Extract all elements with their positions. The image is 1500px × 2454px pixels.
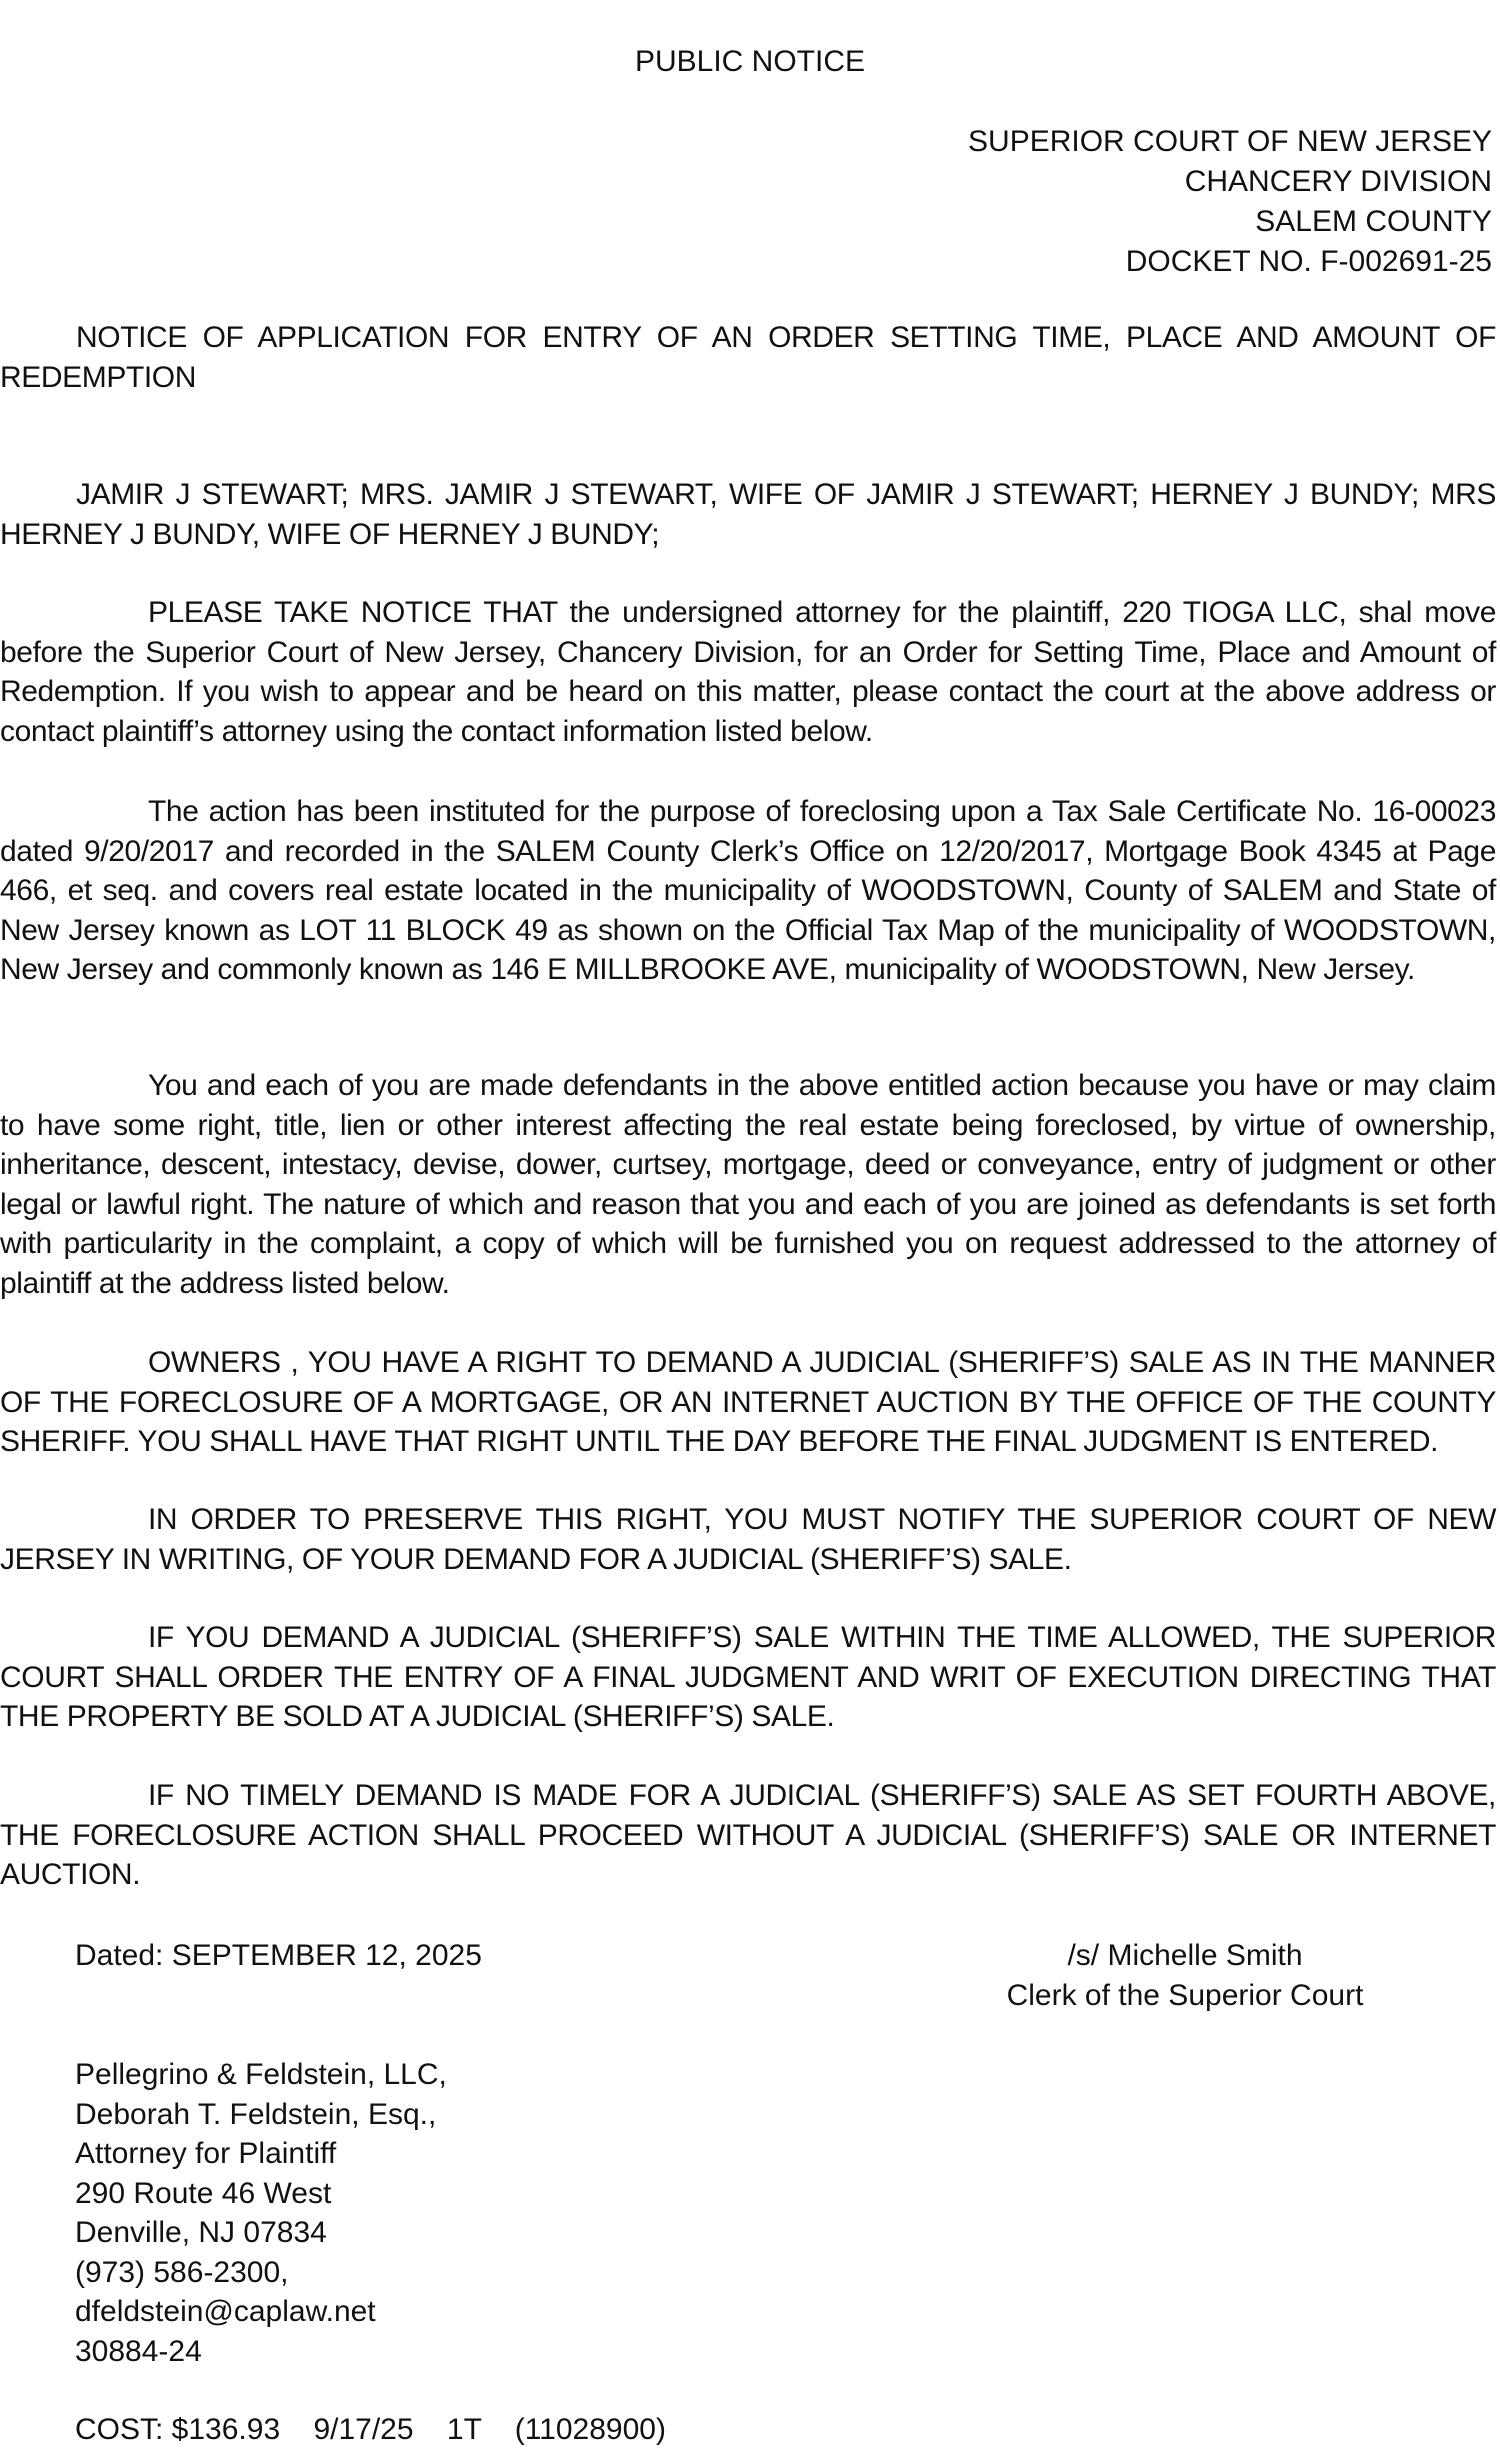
attorney-phone: (973) 586-2300, bbox=[75, 2255, 289, 2289]
court-division: CHANCERY DIVISION bbox=[1184, 165, 1492, 198]
court-caption bbox=[792, 122, 1492, 282]
attorney-email: dfeldstein@caplaw.net bbox=[75, 2295, 376, 2328]
cost-line: COST: $136.93 9/17/25 1T (11028900) bbox=[75, 2413, 666, 2446]
defendants-names: JAMIR J STEWART; MRS. JAMIR J STEWART, WIFE OF JAMIR J STEWART; HERNEY J BUNDY; MRS HERNEY J BUNDY, WIFE OF HERNEY J BUNDY; bbox=[0, 478, 1496, 551]
attorney-name: Deborah T. Feldstein, Esq., bbox=[75, 2097, 437, 2131]
notice-heading: NOTICE OF APPLICATION FOR ENTRY OF AN ORDER SETTING TIME, PLACE AND AMOUNT OF REDEMPTION bbox=[0, 321, 1496, 394]
signature-title: Clerk of the Superior Court bbox=[1006, 1979, 1364, 2012]
dated-line: Dated: SEPTEMBER 12, 2025 bbox=[75, 1939, 482, 1972]
paragraph-please-take-notice: PLEASE TAKE NOTICE THAT the undersigned attorney for the plaintiff, 220 TIOGA LLC, shal move before the Superior Court of New Jersey, Chancery Division, for an Order for Setting Time, Place and Amount of Redemption. If you wish to appear and be heard on this matter, please contact the court at the above address or contact plaintiff’s attorney using the contact information listed below. bbox=[0, 596, 1496, 748]
attorney-firm: Pellegrino & Feldstein, LLC, bbox=[75, 2058, 447, 2091]
court-county: SALEM COUNTY bbox=[1255, 205, 1492, 238]
paragraph-preserve-right: IN ORDER TO PRESERVE THIS RIGHT, YOU MUST NOTIFY THE SUPERIOR COURT OF NEW JERSEY IN WRITING, OF YOUR DEMAND FOR A JUDICIAL (SHERIFF’S) SALE. bbox=[0, 1503, 1496, 1576]
signature-name: /s/ Michelle Smith bbox=[1067, 1939, 1303, 1972]
court-name: SUPERIOR COURT OF NEW JERSEY bbox=[968, 125, 1492, 158]
paragraph-defendants-explained: You and each of you are made defendants in the above entitled action because you have or may claim to have some right, title, lien or other interest affecting the real estate being foreclosed, by virtue of ownership, inheritance, descent, intestacy, devise, dower, curtsey, mortgage, deed or conveyance, entry of judgment or other legal or lawful right. The nature of which and reason that you and each of you are joined as defendants is set forth with particularity in the complaint, a copy of which will be furnished you on request addressed to the attorney of plaintiff at the address listed below. bbox=[0, 1069, 1496, 1300]
attorney-contact-block bbox=[75, 2055, 447, 2371]
attorney-role: Attorney for Plaintiff bbox=[75, 2137, 337, 2170]
clerk-signature bbox=[955, 1936, 1415, 2016]
paragraph-action-instituted: The action has been instituted for the purpose of foreclosing upon a Tax Sale Certificate No. 16-00023 dated 9/20/2017 and recorded in the SALEM County Clerk’s Office on 12/20/2017, Mortgage Book 4345 at Page 466, et seq. and covers real estate located in the municipality of WOODSTOWN, County of SALEM and State of New Jersey known as LOT 11 BLOCK 49 as shown on the Official Tax Map of the municipality of WOODSTOWN, New Jersey and commonly known as 146 E MILLBROOKE AVE, municipality of WOODSTOWN, New Jersey. bbox=[0, 795, 1496, 986]
attorney-city: Denville, NJ 07834 bbox=[75, 2216, 327, 2249]
docket-number: DOCKET NO. F-002691-25 bbox=[1125, 245, 1492, 278]
attorney-reference: 30884-24 bbox=[75, 2334, 202, 2368]
notice-title: PUBLIC NOTICE bbox=[634, 45, 866, 78]
paragraph-owners-right: OWNERS , YOU HAVE A RIGHT TO DEMAND A JUDICIAL (SHERIFF’S) SALE AS IN THE MANNER OF THE FORECLOSURE OF A MORTGAGE, OR AN INTERNET AUCTION BY THE OFFICE OF THE COUNTY SHERIFF. YOU SHALL HAVE THAT RIGHT UNTIL THE DAY BEFORE THE FINAL JUDGMENT IS ENTERED. bbox=[0, 1346, 1496, 1458]
attorney-street: 290 Route 46 West bbox=[75, 2176, 332, 2210]
paragraph-no-timely-demand: IF NO TIMELY DEMAND IS MADE FOR A JUDICIAL (SHERIFF’S) SALE AS SET FOURTH ABOVE, THE FORECLOSURE ACTION SHALL PROCEED WITHOUT A JUDICIAL (SHERIFF’S) SALE OR INTERNET AUCTION. bbox=[0, 1779, 1496, 1891]
paragraph-if-demand: IF YOU DEMAND A JUDICIAL (SHERIFF’S) SALE WITHIN THE TIME ALLOWED, THE SUPERIOR COURT SHALL ORDER THE ENTRY OF A FINAL JUDGMENT AND WRIT OF EXECUTION DIRECTING THAT THE PROPERTY BE SOLD AT A JUDICIAL (SHERIFF’S) SALE. bbox=[0, 1621, 1496, 1733]
